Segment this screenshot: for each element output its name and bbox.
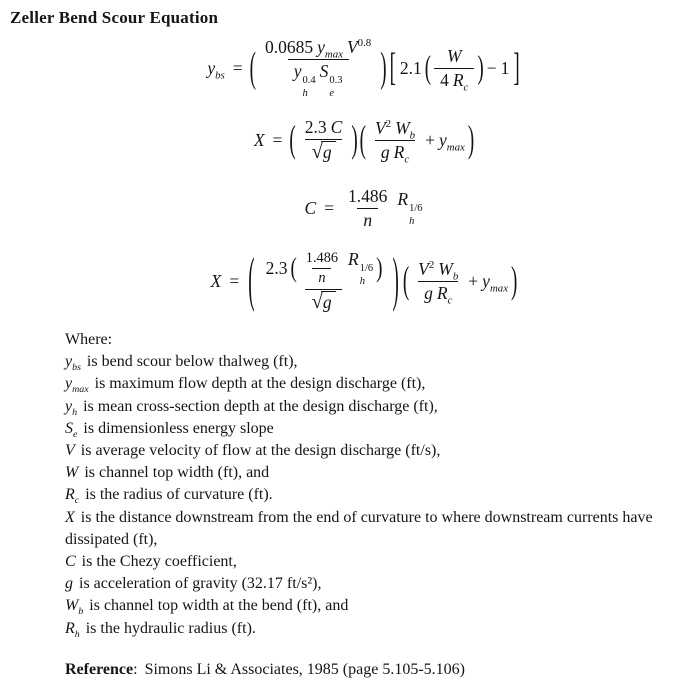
numerator: 2.3 ( $\frac{1.486}{n}$ R 1/6 h ) [265,249,383,287]
symbol: $S_e$ [65,419,78,441]
page-title: Zeller Bend Scour Equation [10,8,219,27]
close-paren: ) [351,119,358,162]
denominator: 4 $R_c$ [434,68,474,92]
definition-text: is the Chezy coefficient, [81,553,237,571]
open-bracket: [ [389,46,396,91]
reference-line [65,661,699,679]
symbol: $y_{bs}$ [65,353,81,374]
denominator: n [312,268,331,288]
definition-v [65,440,691,462]
velocity-fraction [369,117,421,164]
close-paren: ) [376,253,383,284]
numerator: $V^2$ $W_b$ [374,118,416,142]
numerator: 1.486 [305,250,339,267]
equation-chezy-coefficient [28,185,699,232]
eq1-lhs: $y_{bs}$ [207,58,225,82]
denominator: n [357,208,378,232]
open-paren: ( [289,119,296,162]
symbol: $W_b$ [65,597,84,618]
manning-fraction [342,185,393,232]
close-bracket: ] [513,46,520,91]
numerator: 2.3 C [304,117,343,138]
where-heading: Where: [65,331,113,349]
plus-sign: + [425,130,435,151]
definition-wb [65,595,691,617]
close-paren: ) [467,119,475,162]
ymax-term: $y_{max}$ [438,130,465,154]
equals-sign: = [272,130,283,151]
symbol: $y_{max}$ [65,375,89,396]
ymax-term: $y_{max}$ [482,271,509,295]
equals-sign: = [324,198,335,219]
symbol: X [65,508,75,526]
symbol: V [65,442,75,460]
definitions-section [65,329,691,640]
plus-sign: + [468,271,479,292]
definition-rc [65,484,691,506]
numerator: 1.486 [348,186,388,207]
close-paren: ) [511,260,518,303]
equation-block [0,36,699,315]
definition-c [65,551,691,573]
definition-rh [65,618,691,640]
open-paren: ( [249,44,256,93]
definition-se [65,418,691,440]
denominator: g $R_c$ [418,281,458,305]
numerator: W [446,46,462,66]
symbol: $R_h$ [65,619,80,640]
symbol: W [65,464,79,482]
definition-yh [65,396,691,418]
equals-sign: = [232,58,243,78]
denominator: g $R_c$ [375,140,415,164]
reference-text: Simons Li & Associates, 1985 (page 5.105-5.106) [144,660,465,678]
numerator: 0.0685 $y_{max}$ $V^{0.8}$ [264,37,372,61]
outer-fraction [260,248,388,315]
eq3-lhs: C [304,198,317,219]
definition-text: is mean cross-section depth at the design discharge (ft), [83,397,438,415]
denominator: y 0.4 h S 0.3 e [288,59,349,101]
reference-label: Reference [65,660,134,678]
reference-colon: : [133,660,138,678]
definition-ybs [65,351,691,373]
radical-icon: √ [311,291,323,314]
symbol: $R_c$ [65,486,80,507]
minus-sign: − [486,58,497,78]
open-paren: ( [359,119,366,162]
equation-distance-chezy [28,116,699,165]
chezy-fraction [299,116,349,165]
open-paren: ( [402,260,410,303]
equation-distance-expanded [28,248,699,315]
symbol: $y_h$ [65,397,78,418]
denominator: √g [305,289,341,315]
definition-text: is average velocity of flow at the design discharge (ft/s), [80,442,441,460]
equation-bend-scour [28,36,699,101]
main-fraction [259,36,377,101]
hydraulic-radius-term: R 1/6 h [348,249,374,287]
definition-text: is bend scour below thalweg (ft), [86,353,298,371]
velocity-fraction [412,258,464,305]
definition-text: is dimensionless energy slope [83,419,274,437]
denominator: √g [305,139,341,165]
equals-sign: = [229,271,240,292]
definition-text: is the hydraulic radius (ft). [85,619,256,637]
eq2-lhs: X [253,130,265,151]
definition-text: is channel top width (ft), and [84,464,270,482]
definition-text: is maximum flow depth at the design discharge (ft), [94,375,426,393]
definition-text: is channel top width at the bend (ft), and [89,597,349,615]
open-paren: ( [424,50,432,87]
width-radius-fraction [434,45,474,92]
constant-one: 1 [500,58,510,78]
definition-x [65,507,691,551]
definition-g [65,573,691,595]
definition-text: is the radius of curvature (ft). [85,486,273,504]
numerator: $V^2$ $W_b$ [418,259,459,283]
hydraulic-radius-term: R 1/6 h [397,189,423,227]
coefficient: 2.1 [399,58,422,78]
open-paren: ( [290,253,297,284]
definition-ymax [65,373,691,395]
symbol: C [65,553,76,571]
symbol: g [65,575,73,593]
close-paren: ) [392,247,399,316]
radical-icon: √ [311,141,323,164]
open-paren: ( [248,247,255,316]
definition-w [65,462,691,484]
definition-text: is the distance downstream from the end of curvature to where downstream currents have dissipated (ft), [65,508,653,548]
eq4-lhs: X [210,271,222,292]
inner-fraction [300,249,344,288]
close-paren: ) [477,50,484,87]
close-paren: ) [380,44,387,93]
definition-text: is acceleration of gravity (32.17 ft/s²), [79,575,322,593]
